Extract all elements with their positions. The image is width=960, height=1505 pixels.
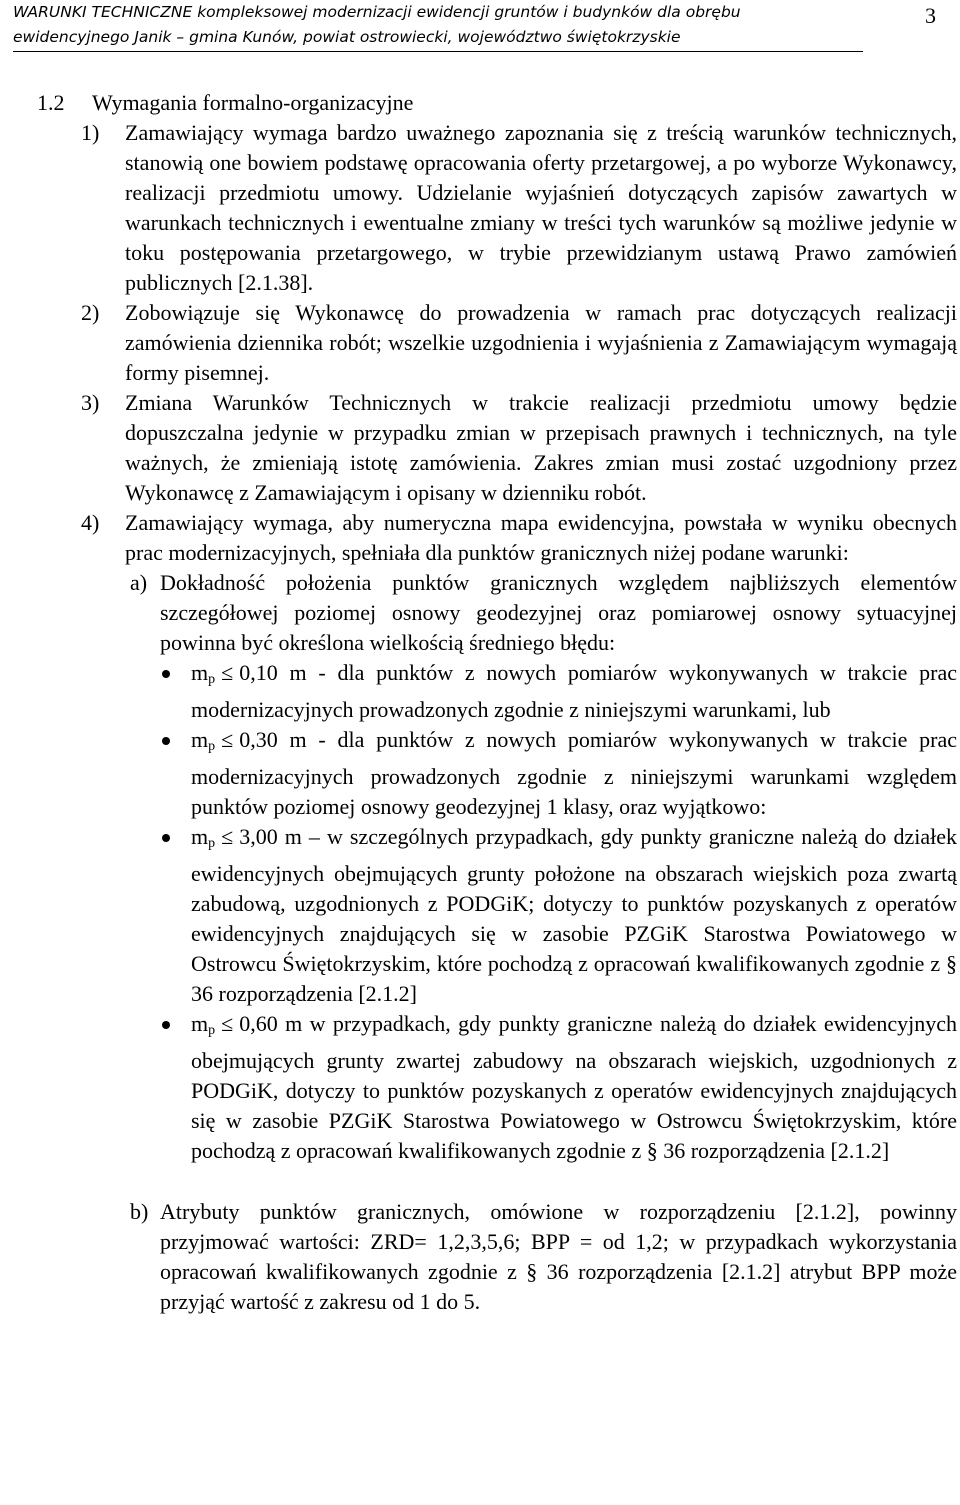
item-label: 2) — [81, 300, 100, 325]
bullet-dot-icon — [162, 1021, 170, 1029]
bullet-value: 3,00 — [239, 824, 278, 849]
item-text: Zobowiązuje się Wykonawcę do prowadzenia w ramach prac dotyczących realizacji zamówienia dziennika robót; wszelkie uzgodnienia i wyjaśnienia z Zamawiającym wymagają formy pisemnej. — [125, 300, 957, 385]
sub-item-a — [37, 568, 957, 658]
bullet-item — [37, 1009, 957, 1166]
sub-item-text: Dokładność położenia punktów granicznych względem najbliższych elementów szczegółowej poziomej osnowy geodezyjnej oraz pomiarowej osnowy sytuacyjnej powinna być określona wielkością średniego błędu: — [160, 570, 957, 655]
list-item — [37, 118, 957, 298]
less-equal-icon: ≤ — [221, 660, 234, 685]
bullet-item — [37, 725, 957, 822]
item-label: 1) — [81, 120, 100, 145]
bullet-item — [37, 822, 957, 1009]
sub-item-label: a) — [130, 570, 148, 595]
item-text: Zamawiający wymaga, aby numeryczna mapa ewidencyjna, powstała w wyniku obecnych prac modernizacyjnych, spełniała dla punktów granicznych niżej podane warunki: — [125, 510, 957, 565]
bullet-value: 0,60 — [239, 1011, 278, 1036]
page-number: 3 — [925, 3, 936, 28]
symbol-m: m — [191, 660, 209, 685]
list-item — [37, 508, 957, 568]
bullet-dot-icon — [162, 834, 170, 842]
list-item — [37, 388, 957, 508]
bullet-item — [37, 658, 957, 725]
running-header — [13, 0, 863, 52]
list-item — [37, 298, 957, 388]
symbol-m: m — [191, 1011, 209, 1036]
header-line-2: ewidencyjnego Janik – gmina Kunów, powiat ostrowiecki, województwo świętokrzyskie — [13, 25, 863, 52]
less-equal-icon: ≤ — [221, 727, 234, 752]
symbol-m: m — [191, 824, 209, 849]
item-text: Zmiana Warunków Technicznych w trakcie realizacji przedmiotu umowy będzie dopuszczalna jedynie w przypadku zmian w przepisach prawnych i technicznych, na tyle ważnych, że zmieniają istotę zamówienia. Zakres zmian musi zostać uzgodniony przez Wykonawcę z Zamawiającym i opisany w dzienniku robót. — [125, 390, 957, 505]
section-heading — [37, 88, 957, 118]
header-line-1: WARUNKI TECHNICZNE kompleksowej modernizacji ewidencji gruntów i budynków dla obrębu — [13, 3, 741, 21]
sub-item-b — [37, 1197, 957, 1317]
item-label: 4) — [81, 510, 100, 535]
section-number: 1.2 — [37, 90, 65, 115]
sub-item-label: b) — [130, 1199, 149, 1224]
spacer — [37, 1166, 957, 1197]
item-label: 3) — [81, 390, 100, 415]
item-text: Zamawiający wymaga bardzo uważnego zapoznania się z treścią warunków technicznych, stanowią one bowiem podstawę opracowania oferty przetargowej, a po wyborze Wykonawcy, realizacji przedmiotu umowy. Udzielanie wyjaśnień dotyczących zapisów zawartych w warunkach technicznych i ewentualne zmiany w treści tych warunków są możliwe jedynie w toku postępowania przetargowego, w trybie przewidzianym ustawą Prawo zamówień publicznych [2.1.38]. — [125, 120, 957, 295]
symbol-m: m — [191, 727, 209, 752]
bullet-value: 0,30 — [239, 727, 278, 752]
symbol-sub: p — [208, 836, 216, 851]
bullet-text: m w przypadkach, gdy punkty graniczne należą do działek ewidencyjnych obejmujących grunty zwartej zabudowy na obszarach wiejskich, uzgodnionych z PODGiK, dotyczy to punktów pozyskanych z operatów ewidencyjnych znajdujących się w zasobie PZGiK Starostwa Powiatowego w Ostrowcu Świętokrzyskim, które pochodzą z opracowań kwalifikowanych zgodnie z § 36 rozporządzenia [2.1.2] — [191, 1011, 958, 1163]
less-equal-icon: ≤ — [221, 824, 234, 849]
bullet-text: m - dla punktów z nowych pomiarów wykonywanych w trakcie prac modernizacyjnych prowadzonych zgodnie z niniejszymi warunkami względem punktów poziomej osnowy geodezyjnej 1 klasy, oraz wyjątkowo: — [191, 727, 958, 819]
document-body — [37, 88, 957, 1317]
bullet-text: m – w szczególnych przypadkach, gdy punkty graniczne należą do działek ewidencyjnych obejmujących grunty położone na obszarach wiejskich poza zwartą zabudową, uzgodnionych z PODGiK; dotyczy to punktów pozyskanych z operatów ewidencyjnych znajdujących się w zasobie PZGiK Starostwa Powiatowego w Ostrowcu Świętokrzyskim, które pochodzą z opracowań kwalifikowanych zgodnie z § 36 rozporządzenia [2.1.2] — [191, 824, 958, 1006]
sub-item-text: Atrybuty punktów granicznych, omówione w rozporządzeniu [2.1.2], powinny przyjmować wartości: ZRD= 1,2,3,5,6; BPP = od 1,2; w przypadkach wykorzystania opracowań kwalifikowanych zgodnie z § 36 rozporządzenia [2.1.2] atrybut BPP może przyjąć wartość z zakresu od 1 do 5. — [160, 1199, 957, 1314]
symbol-sub: p — [208, 1023, 216, 1038]
less-equal-icon: ≤ — [221, 1011, 234, 1036]
symbol-sub: p — [208, 739, 216, 754]
bullet-dot-icon — [162, 670, 170, 678]
section-title: Wymagania formalno-organizacyjne — [92, 90, 414, 115]
bullet-text: m - dla punktów z nowych pomiarów wykonywanych w trakcie prac modernizacyjnych prowadzonych zgodnie z niniejszymi warunkami, lub — [191, 660, 958, 722]
bullet-value: 0,10 — [239, 660, 278, 685]
bullet-dot-icon — [162, 737, 170, 745]
symbol-sub: p — [208, 672, 216, 687]
